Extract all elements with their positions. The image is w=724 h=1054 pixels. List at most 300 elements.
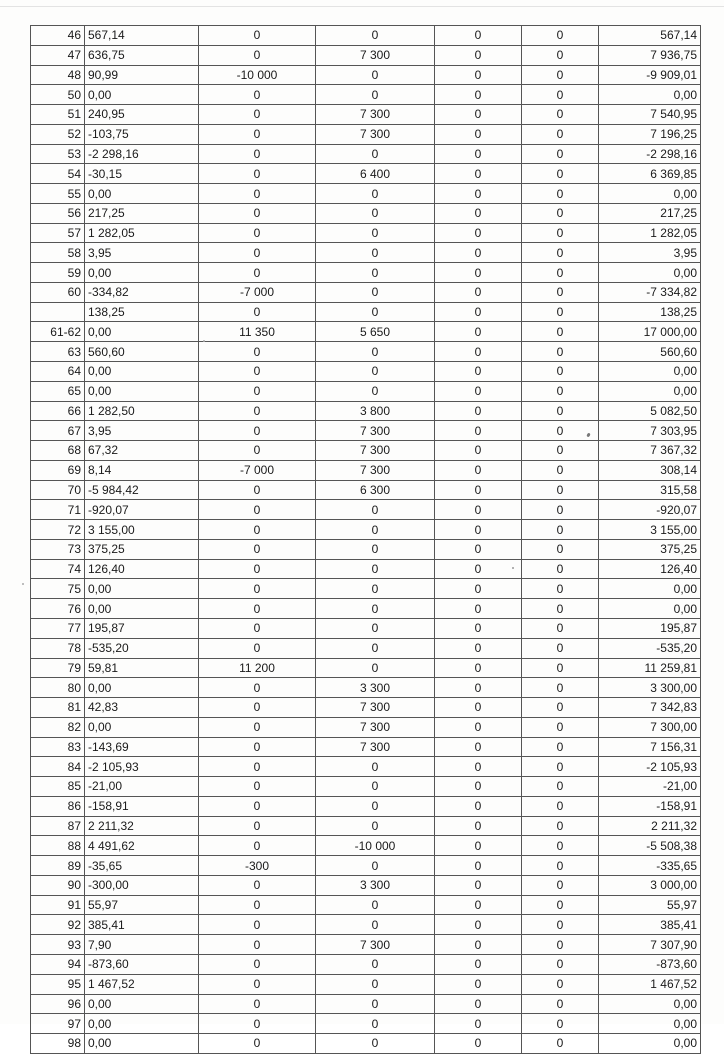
zero-cell-1: 0 (435, 994, 522, 1014)
amount-cell: 126,40 (85, 559, 199, 579)
zero-cell-2: 0 (522, 65, 599, 85)
payment-cell: 0 (316, 144, 435, 164)
row-number-cell: 69 (31, 460, 85, 480)
row-number-cell: 67 (31, 421, 85, 441)
adjustment-cell: 0 (199, 164, 316, 184)
payment-cell: 0 (316, 895, 435, 915)
row-number-cell: 87 (31, 816, 85, 836)
total-cell: 55,97 (599, 895, 701, 915)
total-cell: 0,00 (599, 1014, 701, 1034)
row-number-cell: 71 (31, 500, 85, 520)
row-number-cell: 79 (31, 658, 85, 678)
row-number-cell: 48 (31, 65, 85, 85)
zero-cell-1: 0 (435, 836, 522, 856)
amount-cell: 55,97 (85, 895, 199, 915)
table-row (31, 480, 701, 500)
payment-cell: 0 (316, 658, 435, 678)
total-cell: 315,58 (599, 480, 701, 500)
zero-cell-1: 0 (435, 65, 522, 85)
row-number-cell: 88 (31, 836, 85, 856)
zero-cell-1: 0 (435, 243, 522, 263)
amount-cell: 0,00 (85, 381, 199, 401)
payment-cell: 7 300 (316, 460, 435, 480)
total-cell: 7 307,90 (599, 935, 701, 955)
adjustment-cell: 0 (199, 757, 316, 777)
zero-cell-1: 0 (435, 480, 522, 500)
adjustment-cell: 0 (199, 302, 316, 322)
zero-cell-2: 0 (522, 460, 599, 480)
row-number-cell: 91 (31, 895, 85, 915)
table-row (31, 322, 701, 342)
amount-cell: -2 298,16 (85, 144, 199, 164)
zero-cell-2: 0 (522, 480, 599, 500)
amount-cell: -300,00 (85, 875, 199, 895)
adjustment-cell: 0 (199, 994, 316, 1014)
adjustment-cell: 0 (199, 875, 316, 895)
table-row (31, 144, 701, 164)
row-number-cell: 93 (31, 935, 85, 955)
row-number-cell: 65 (31, 381, 85, 401)
table-row (31, 717, 701, 737)
row-number-cell: 78 (31, 638, 85, 658)
adjustment-cell: 0 (199, 895, 316, 915)
amount-cell: 240,95 (85, 105, 199, 125)
adjustment-cell: 0 (199, 915, 316, 935)
row-number-cell: 56 (31, 203, 85, 223)
zero-cell-1: 0 (435, 144, 522, 164)
zero-cell-2: 0 (522, 302, 599, 322)
total-cell: 7 936,75 (599, 45, 701, 65)
table-row (31, 994, 701, 1014)
amount-cell: 0,00 (85, 85, 199, 105)
payment-cell: 0 (316, 500, 435, 520)
row-number-cell: 46 (31, 26, 85, 46)
amount-cell: -334,82 (85, 282, 199, 302)
table-row (31, 915, 701, 935)
zero-cell-2: 0 (522, 223, 599, 243)
zero-cell-1: 0 (435, 500, 522, 520)
payment-cell: 0 (316, 1034, 435, 1054)
row-number-cell: 85 (31, 777, 85, 797)
total-cell: -5 508,38 (599, 836, 701, 856)
zero-cell-2: 0 (522, 124, 599, 144)
zero-cell-1: 0 (435, 658, 522, 678)
amount-cell: 7,90 (85, 935, 199, 955)
table-row (31, 856, 701, 876)
payment-cell: 0 (316, 85, 435, 105)
adjustment-cell: 0 (199, 777, 316, 797)
payment-cell: 0 (316, 520, 435, 540)
adjustment-cell: 0 (199, 1034, 316, 1054)
table-row (31, 302, 701, 322)
zero-cell-1: 0 (435, 856, 522, 876)
table-row (31, 203, 701, 223)
payment-cell: 0 (316, 184, 435, 204)
table-row (31, 184, 701, 204)
row-number-cell: 82 (31, 717, 85, 737)
row-number-cell: 84 (31, 757, 85, 777)
payment-cell: 0 (316, 974, 435, 994)
amount-cell: 0,00 (85, 1014, 199, 1034)
amount-cell: 636,75 (85, 45, 199, 65)
row-number-cell: 50 (31, 85, 85, 105)
zero-cell-1: 0 (435, 915, 522, 935)
row-number-cell: 83 (31, 737, 85, 757)
payment-cell: 0 (316, 856, 435, 876)
amount-cell: 138,25 (85, 302, 199, 322)
amount-cell: 385,41 (85, 915, 199, 935)
zero-cell-2: 0 (522, 599, 599, 619)
row-number-cell: 95 (31, 974, 85, 994)
zero-cell-2: 0 (522, 678, 599, 698)
zero-cell-1: 0 (435, 441, 522, 461)
zero-cell-2: 0 (522, 26, 599, 46)
payment-cell: 0 (316, 203, 435, 223)
payment-cell: 0 (316, 223, 435, 243)
table-row (31, 579, 701, 599)
payment-cell: 7 300 (316, 421, 435, 441)
amount-cell: 0,00 (85, 717, 199, 737)
amount-cell: 90,99 (85, 65, 199, 85)
zero-cell-1: 0 (435, 895, 522, 915)
table-row (31, 401, 701, 421)
amount-cell: 0,00 (85, 184, 199, 204)
total-cell: 0,00 (599, 381, 701, 401)
row-number-cell: 64 (31, 362, 85, 382)
row-number-cell: 77 (31, 618, 85, 638)
payment-cell: 0 (316, 618, 435, 638)
table-row (31, 816, 701, 836)
row-number-cell: 98 (31, 1034, 85, 1054)
payment-cell: 7 300 (316, 698, 435, 718)
adjustment-cell: 0 (199, 45, 316, 65)
table-row (31, 935, 701, 955)
payment-cell: 0 (316, 994, 435, 1014)
payment-cell: 0 (316, 559, 435, 579)
payment-cell: 0 (316, 381, 435, 401)
amount-cell: 0,00 (85, 599, 199, 619)
zero-cell-2: 0 (522, 816, 599, 836)
total-cell: 3 000,00 (599, 875, 701, 895)
payment-cell: 7 300 (316, 45, 435, 65)
table-row (31, 282, 701, 302)
zero-cell-2: 0 (522, 974, 599, 994)
zero-cell-2: 0 (522, 322, 599, 342)
total-cell: 0,00 (599, 263, 701, 283)
zero-cell-1: 0 (435, 579, 522, 599)
table-row (31, 460, 701, 480)
amount-cell: -21,00 (85, 777, 199, 797)
zero-cell-2: 0 (522, 836, 599, 856)
total-cell: 11 259,81 (599, 658, 701, 678)
zero-cell-2: 0 (522, 777, 599, 797)
row-number-cell: 76 (31, 599, 85, 619)
zero-cell-2: 0 (522, 994, 599, 1014)
row-number-cell: 57 (31, 223, 85, 243)
table-row (31, 26, 701, 46)
payment-cell: 5 650 (316, 322, 435, 342)
table-row (31, 520, 701, 540)
scan-speck (22, 583, 24, 585)
zero-cell-2: 0 (522, 539, 599, 559)
total-cell: 217,25 (599, 203, 701, 223)
amount-cell: 567,14 (85, 26, 199, 46)
table-row (31, 421, 701, 441)
row-number-cell: 80 (31, 678, 85, 698)
zero-cell-1: 0 (435, 935, 522, 955)
adjustment-cell: 0 (199, 816, 316, 836)
payment-cell: 7 300 (316, 935, 435, 955)
zero-cell-1: 0 (435, 401, 522, 421)
amount-cell: -143,69 (85, 737, 199, 757)
amount-cell: 59,81 (85, 658, 199, 678)
table-row (31, 381, 701, 401)
table-row (31, 895, 701, 915)
adjustment-cell: 0 (199, 480, 316, 500)
amount-cell: 3,95 (85, 421, 199, 441)
adjustment-cell: 0 (199, 698, 316, 718)
zero-cell-1: 0 (435, 599, 522, 619)
zero-cell-2: 0 (522, 796, 599, 816)
zero-cell-1: 0 (435, 164, 522, 184)
zero-cell-2: 0 (522, 85, 599, 105)
table-row (31, 757, 701, 777)
row-number-cell: 75 (31, 579, 85, 599)
row-number-cell: 61-62 (31, 322, 85, 342)
total-cell: 2 211,32 (599, 816, 701, 836)
adjustment-cell: -7 000 (199, 460, 316, 480)
row-number-cell: 54 (31, 164, 85, 184)
zero-cell-2: 0 (522, 618, 599, 638)
zero-cell-2: 0 (522, 105, 599, 125)
row-number-cell: 52 (31, 124, 85, 144)
zero-cell-1: 0 (435, 520, 522, 540)
table-row (31, 441, 701, 461)
zero-cell-1: 0 (435, 638, 522, 658)
amount-cell: -30,15 (85, 164, 199, 184)
scan-speck (512, 567, 514, 569)
zero-cell-2: 0 (522, 421, 599, 441)
total-cell: 0,00 (599, 579, 701, 599)
adjustment-cell: 0 (199, 184, 316, 204)
total-cell: 17 000,00 (599, 322, 701, 342)
zero-cell-1: 0 (435, 875, 522, 895)
zero-cell-1: 0 (435, 362, 522, 382)
zero-cell-2: 0 (522, 164, 599, 184)
zero-cell-1: 0 (435, 421, 522, 441)
adjustment-cell: 0 (199, 974, 316, 994)
amount-cell: -873,60 (85, 954, 199, 974)
total-cell: 3,95 (599, 243, 701, 263)
table-row (31, 85, 701, 105)
payment-cell: 3 300 (316, 875, 435, 895)
zero-cell-1: 0 (435, 1014, 522, 1034)
zero-cell-2: 0 (522, 184, 599, 204)
zero-cell-2: 0 (522, 342, 599, 362)
amount-cell: 1 282,50 (85, 401, 199, 421)
zero-cell-2: 0 (522, 1034, 599, 1054)
adjustment-cell: 0 (199, 381, 316, 401)
total-cell: 7 367,32 (599, 441, 701, 461)
table-row (31, 124, 701, 144)
payment-cell: 0 (316, 65, 435, 85)
adjustment-cell: 0 (199, 954, 316, 974)
table-row (31, 974, 701, 994)
zero-cell-2: 0 (522, 559, 599, 579)
zero-cell-2: 0 (522, 875, 599, 895)
table-row (31, 737, 701, 757)
adjustment-cell: 0 (199, 362, 316, 382)
zero-cell-1: 0 (435, 974, 522, 994)
adjustment-cell: 0 (199, 935, 316, 955)
total-cell: 195,87 (599, 618, 701, 638)
amount-cell: 375,25 (85, 539, 199, 559)
adjustment-cell: 0 (199, 124, 316, 144)
zero-cell-1: 0 (435, 757, 522, 777)
row-number-cell: 68 (31, 441, 85, 461)
zero-cell-1: 0 (435, 342, 522, 362)
payment-cell: 0 (316, 26, 435, 46)
row-number-cell: 70 (31, 480, 85, 500)
adjustment-cell: 0 (199, 638, 316, 658)
total-cell: 7 300,00 (599, 717, 701, 737)
table-row (31, 796, 701, 816)
table-row (31, 164, 701, 184)
zero-cell-1: 0 (435, 717, 522, 737)
adjustment-cell: 0 (199, 401, 316, 421)
payment-cell: 3 800 (316, 401, 435, 421)
amount-cell: -35,65 (85, 856, 199, 876)
row-number-cell: 74 (31, 559, 85, 579)
total-cell: -7 334,82 (599, 282, 701, 302)
row-number-cell: 58 (31, 243, 85, 263)
amount-cell: -158,91 (85, 796, 199, 816)
row-number-cell: 55 (31, 184, 85, 204)
adjustment-cell: 0 (199, 26, 316, 46)
amount-cell: -5 984,42 (85, 480, 199, 500)
payment-cell: 6 400 (316, 164, 435, 184)
table-row (31, 1034, 701, 1054)
adjustment-cell: 0 (199, 836, 316, 856)
zero-cell-2: 0 (522, 1014, 599, 1034)
zero-cell-2: 0 (522, 263, 599, 283)
zero-cell-2: 0 (522, 915, 599, 935)
ledger-table (30, 25, 701, 1054)
row-number-cell: 51 (31, 105, 85, 125)
row-number-cell: 96 (31, 994, 85, 1014)
table-row (31, 678, 701, 698)
table-row (31, 658, 701, 678)
table-row (31, 500, 701, 520)
row-number-cell: 73 (31, 539, 85, 559)
table-row (31, 243, 701, 263)
zero-cell-2: 0 (522, 282, 599, 302)
payment-cell: 6 300 (316, 480, 435, 500)
row-number-cell: 86 (31, 796, 85, 816)
payment-cell: 0 (316, 915, 435, 935)
adjustment-cell: 0 (199, 105, 316, 125)
row-number-cell: 81 (31, 698, 85, 718)
zero-cell-1: 0 (435, 45, 522, 65)
adjustment-cell: 0 (199, 85, 316, 105)
payment-cell: 0 (316, 342, 435, 362)
payment-cell: 0 (316, 757, 435, 777)
total-cell: 0,00 (599, 994, 701, 1014)
table-row (31, 599, 701, 619)
zero-cell-2: 0 (522, 895, 599, 915)
amount-cell: 0,00 (85, 579, 199, 599)
zero-cell-1: 0 (435, 223, 522, 243)
payment-cell: 3 300 (316, 678, 435, 698)
total-cell: -920,07 (599, 500, 701, 520)
zero-cell-1: 0 (435, 737, 522, 757)
zero-cell-1: 0 (435, 203, 522, 223)
total-cell: 138,25 (599, 302, 701, 322)
adjustment-cell: 0 (199, 263, 316, 283)
adjustment-cell: 0 (199, 421, 316, 441)
zero-cell-1: 0 (435, 618, 522, 638)
table-row (31, 559, 701, 579)
adjustment-cell: 0 (199, 559, 316, 579)
zero-cell-1: 0 (435, 26, 522, 46)
total-cell: 0,00 (599, 362, 701, 382)
payment-cell: 7 300 (316, 124, 435, 144)
zero-cell-1: 0 (435, 263, 522, 283)
amount-cell: 0,00 (85, 263, 199, 283)
amount-cell: 0,00 (85, 362, 199, 382)
table-row (31, 105, 701, 125)
payment-cell: -10 000 (316, 836, 435, 856)
zero-cell-1: 0 (435, 816, 522, 836)
table-row (31, 836, 701, 856)
table-row (31, 263, 701, 283)
adjustment-cell: 0 (199, 441, 316, 461)
zero-cell-1: 0 (435, 796, 522, 816)
zero-cell-2: 0 (522, 698, 599, 718)
scan-speck (203, 340, 205, 342)
zero-cell-2: 0 (522, 737, 599, 757)
zero-cell-2: 0 (522, 856, 599, 876)
total-cell: -535,20 (599, 638, 701, 658)
zero-cell-2: 0 (522, 579, 599, 599)
amount-cell: 560,60 (85, 342, 199, 362)
payment-cell: 0 (316, 638, 435, 658)
zero-cell-2: 0 (522, 954, 599, 974)
zero-cell-1: 0 (435, 105, 522, 125)
total-cell: -9 909,01 (599, 65, 701, 85)
zero-cell-1: 0 (435, 777, 522, 797)
zero-cell-1: 0 (435, 954, 522, 974)
adjustment-cell: 0 (199, 599, 316, 619)
zero-cell-2: 0 (522, 203, 599, 223)
amount-cell: 217,25 (85, 203, 199, 223)
adjustment-cell: -10 000 (199, 65, 316, 85)
payment-cell: 0 (316, 1014, 435, 1034)
total-cell: 7 342,83 (599, 698, 701, 718)
adjustment-cell: -7 000 (199, 282, 316, 302)
total-cell: 0,00 (599, 85, 701, 105)
adjustment-cell: 0 (199, 520, 316, 540)
zero-cell-1: 0 (435, 124, 522, 144)
adjustment-cell: 0 (199, 223, 316, 243)
zero-cell-1: 0 (435, 322, 522, 342)
zero-cell-2: 0 (522, 243, 599, 263)
total-cell: 1 467,52 (599, 974, 701, 994)
table-row (31, 65, 701, 85)
amount-cell: 0,00 (85, 678, 199, 698)
amount-cell: 42,83 (85, 698, 199, 718)
table-row (31, 342, 701, 362)
